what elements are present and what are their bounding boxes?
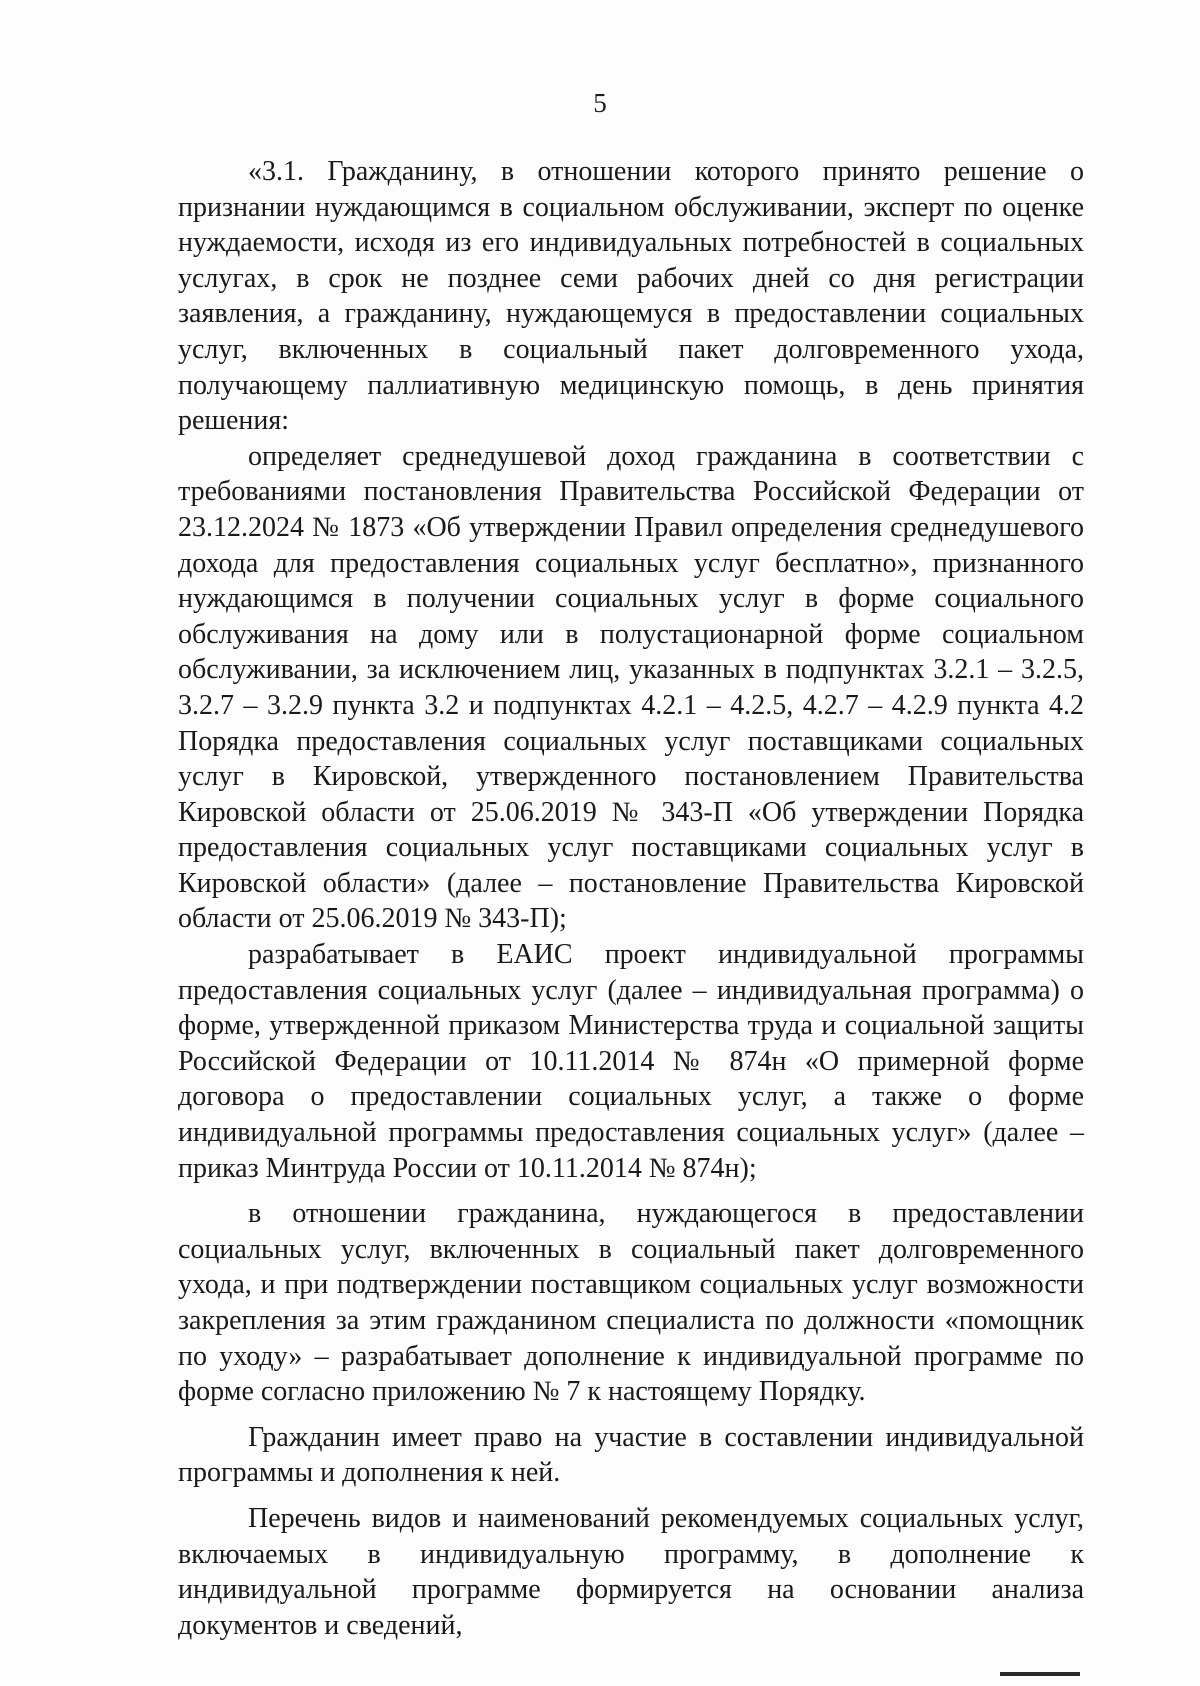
paragraph-program-development: разрабатывает в ЕАИС проект индивидуальной программы предоставления социальных услуг (далее – индивидуальная программа) о форме, утвержденной приказом Министерства труда и социальной защиты Российской Федерации от 10.11.2014 № 874н «О примерной форме договора о предоставлении социальных услуг, а также о форме индивидуальной программы предоставления социальных услуг» (далее – приказ Минтруда России от 10.11.2014 № 874н); <box>178 939 1084 1184</box>
footer-line <box>1000 1672 1080 1676</box>
paragraph-income-determination: определяет среднедушевой доход гражданина в соответствии с требованиями постановления Правительства Российской Федерации от 23.12.2024 № 1873 «Об утверждении Правил определения среднедушевого дохода для предоставления социальных услуг бесплатно», признанного нуждающимся в получении социальных услуг в форме социального обслуживания на дому или в полустационарной форме социальном обслуживании, за исключением лиц, указанных в подпунктах 3.2.1 – 3.2.5, 3.2.7 – 3.2.9 пункта 3.2 и подпунктах 4.2.1 – 4.2.5, 4.2.7 – 4.2.9 пункта 4.2 Порядка предоставления социальных услуг поставщиками социальных услуг в Кировской, утвержденного постановлением Правительства Кировской области от 25.06.2019 № 343-П «Об утверждении Порядка предоставления социальных услуг поставщиками социальных услуг в Кировской области» (далее – постановление Правительства Кировской области от 25.06.2019 № 343-П); <box>178 440 1084 935</box>
paragraph-3-1-intro: «3.1. Гражданину, в отношении которого принято решение о признании нуждающимся в социальном обслуживании, эксперт по оценке нуждаемости, исходя из его индивидуальных потребностей в социальных услугах, в срок не позднее семи рабочих дней со дня регистрации заявления, а гражданину, нуждающемуся в предоставлении социальных услуг, включенных в социальный пакет долговременного ухода, получающему паллиативную медицинскую помощь, в день принятия решения: <box>178 156 1084 437</box>
paragraph-care-supplement: в отношении гражданина, нуждающегося в предоставлении социальных услуг, включенных в социальный пакет долговременного ухода, и при подтверждении поставщиком социальных услуг возможности закрепления за этим гражданином специалиста по должности «помощник по уходу» – разрабатывает дополнение к индивидуальной программе по форме согласно приложению № 7 к настоящему Порядку. <box>178 1198 1084 1408</box>
paragraph-services-list: Перечень видов и наименований рекомендуемых социальных услуг, включаемых в индивидуальную программу, в дополнение к индивидуальной программе формируется на основании анализа документов и сведений, <box>178 1502 1084 1641</box>
page-number: 5 <box>593 88 607 118</box>
paragraph-citizen-right: Гражданин имеет право на участие в составлении индивидуальной программы и дополнения к ней. <box>178 1421 1084 1489</box>
document-body <box>178 154 1084 1643</box>
